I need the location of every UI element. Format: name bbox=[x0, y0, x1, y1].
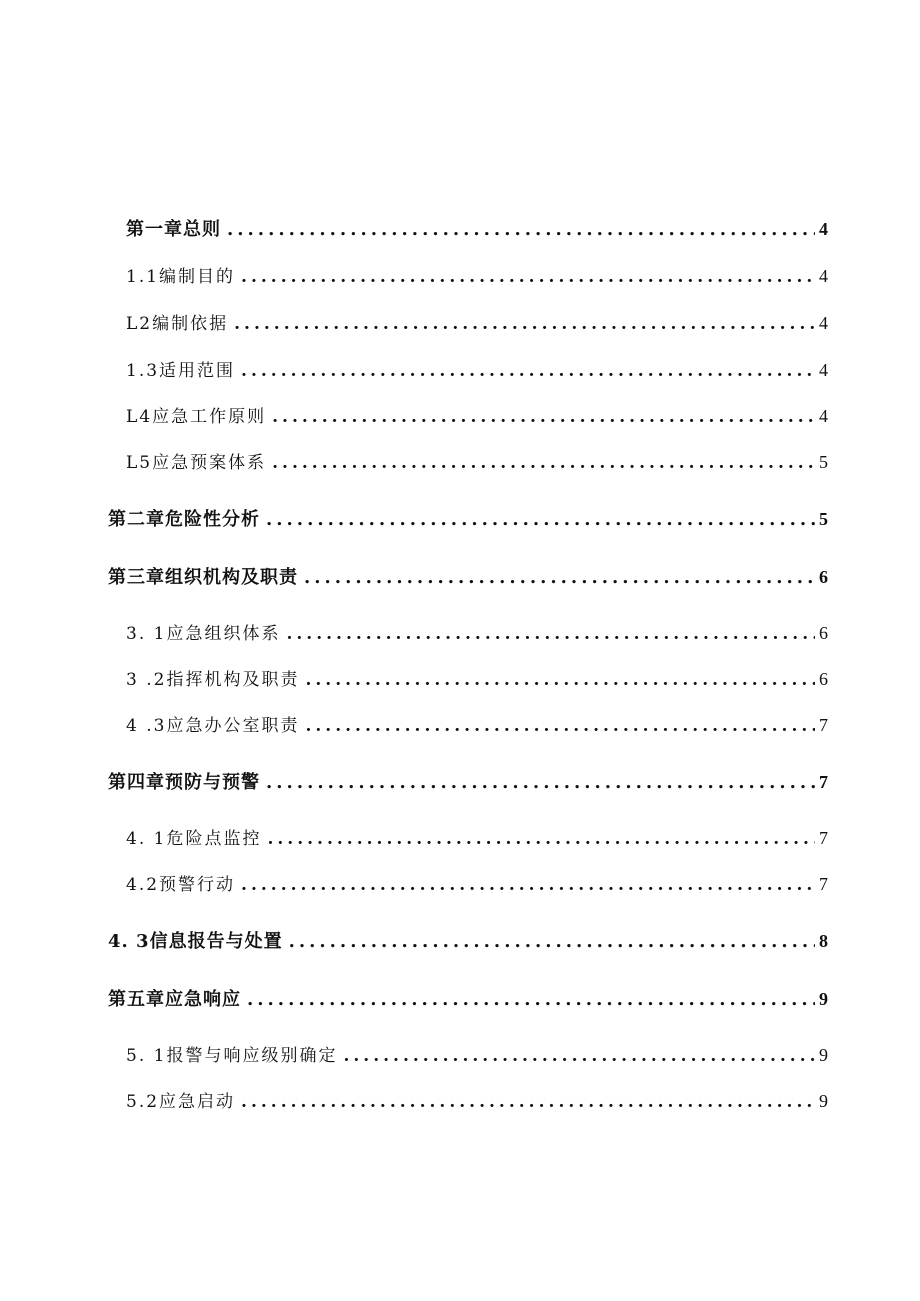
dot-leader bbox=[305, 665, 815, 695]
toc-entry[interactable] bbox=[108, 926, 828, 956]
dot-leader bbox=[241, 870, 815, 900]
toc-entry-title: 3. 1应急组织体系 bbox=[126, 624, 281, 644]
toc-entry-title: 5.2应急启动 bbox=[126, 1092, 236, 1112]
dot-leader bbox=[241, 262, 815, 292]
dot-leader bbox=[272, 448, 815, 478]
toc-entry-title: L2编制依据 bbox=[126, 314, 229, 334]
toc-entry-page: 5 bbox=[819, 452, 828, 472]
toc-entry-page: 4 bbox=[819, 266, 828, 286]
toc-entry[interactable] bbox=[126, 869, 828, 899]
toc-entry[interactable] bbox=[126, 447, 828, 477]
toc-entry-page: 7 bbox=[819, 772, 828, 792]
dot-leader bbox=[227, 215, 815, 245]
toc-entry[interactable] bbox=[108, 504, 828, 534]
dot-leader bbox=[241, 1087, 815, 1117]
toc-entry[interactable] bbox=[126, 401, 828, 431]
toc-entry-page: 6 bbox=[819, 567, 828, 587]
toc-entry-page: 7 bbox=[819, 828, 828, 848]
toc-entry[interactable] bbox=[126, 1040, 828, 1070]
dot-leader bbox=[241, 356, 815, 386]
toc-entry[interactable] bbox=[126, 664, 828, 694]
dot-leader bbox=[343, 1041, 815, 1071]
toc-entry-title: 1.1编制目的 bbox=[126, 267, 236, 287]
toc-entry-page: 6 bbox=[819, 623, 828, 643]
toc-entry-title: 第一章总则 bbox=[126, 219, 221, 240]
toc-entry-title: 第二章危险性分析 bbox=[108, 509, 260, 530]
dot-leader bbox=[266, 505, 815, 535]
toc-entry[interactable] bbox=[108, 562, 828, 592]
toc-entry-title: 1.3适用范围 bbox=[126, 361, 236, 381]
toc-entry-title: 4. 1危险点监控 bbox=[126, 829, 262, 849]
toc-entry[interactable] bbox=[126, 710, 828, 740]
toc-entry-page: 4 bbox=[819, 360, 828, 380]
toc-entry-title: L4应急工作原则 bbox=[126, 407, 267, 427]
toc-entry-title: 第三章组织机构及职责 bbox=[108, 567, 298, 588]
toc-entry-page: 4 bbox=[819, 313, 828, 333]
toc-entry-page: 6 bbox=[819, 669, 828, 689]
toc-entry[interactable] bbox=[126, 618, 828, 648]
toc-entry-title: 3 .2指挥机构及职责 bbox=[126, 670, 300, 690]
toc-entry[interactable] bbox=[108, 767, 828, 797]
dot-leader bbox=[234, 309, 815, 339]
toc-entry-page: 9 bbox=[819, 989, 828, 1009]
toc-entry-title: 4 .3应急办公室职责 bbox=[126, 716, 300, 736]
toc-entry-page: 4 bbox=[819, 219, 828, 239]
toc-entry[interactable] bbox=[126, 308, 828, 338]
toc-entry-page: 7 bbox=[819, 874, 828, 894]
toc-entry-page: 8 bbox=[819, 931, 828, 951]
toc-entry-title: 4. 3信息报告与处置 bbox=[108, 931, 283, 952]
dot-leader bbox=[266, 768, 815, 798]
toc-entry-title: L5应急预案体系 bbox=[126, 453, 267, 473]
toc-entry-page: 5 bbox=[819, 509, 828, 529]
toc-entry-page: 9 bbox=[819, 1045, 828, 1065]
dot-leader bbox=[272, 402, 815, 432]
dot-leader bbox=[267, 824, 815, 854]
dot-leader bbox=[304, 563, 815, 593]
dot-leader bbox=[247, 985, 815, 1015]
toc-entry-title: 5. 1报警与响应级别确定 bbox=[126, 1046, 338, 1066]
toc-entry-title: 4.2预警行动 bbox=[126, 875, 236, 895]
toc-entry-page: 7 bbox=[819, 715, 828, 735]
dot-leader bbox=[286, 619, 815, 649]
dot-leader bbox=[289, 927, 815, 957]
toc-entry-page: 9 bbox=[819, 1091, 828, 1111]
toc-entry[interactable] bbox=[126, 823, 828, 853]
toc-entry[interactable] bbox=[126, 355, 828, 385]
toc-entry[interactable] bbox=[126, 1086, 828, 1116]
toc-entry-title: 第五章应急响应 bbox=[108, 989, 241, 1010]
dot-leader bbox=[305, 711, 815, 741]
toc-entry[interactable] bbox=[108, 984, 828, 1014]
toc-entry[interactable] bbox=[126, 214, 828, 244]
toc-entry[interactable] bbox=[126, 261, 828, 291]
toc-entry-title: 第四章预防与预警 bbox=[108, 772, 260, 793]
toc-entry-page: 4 bbox=[819, 406, 828, 426]
